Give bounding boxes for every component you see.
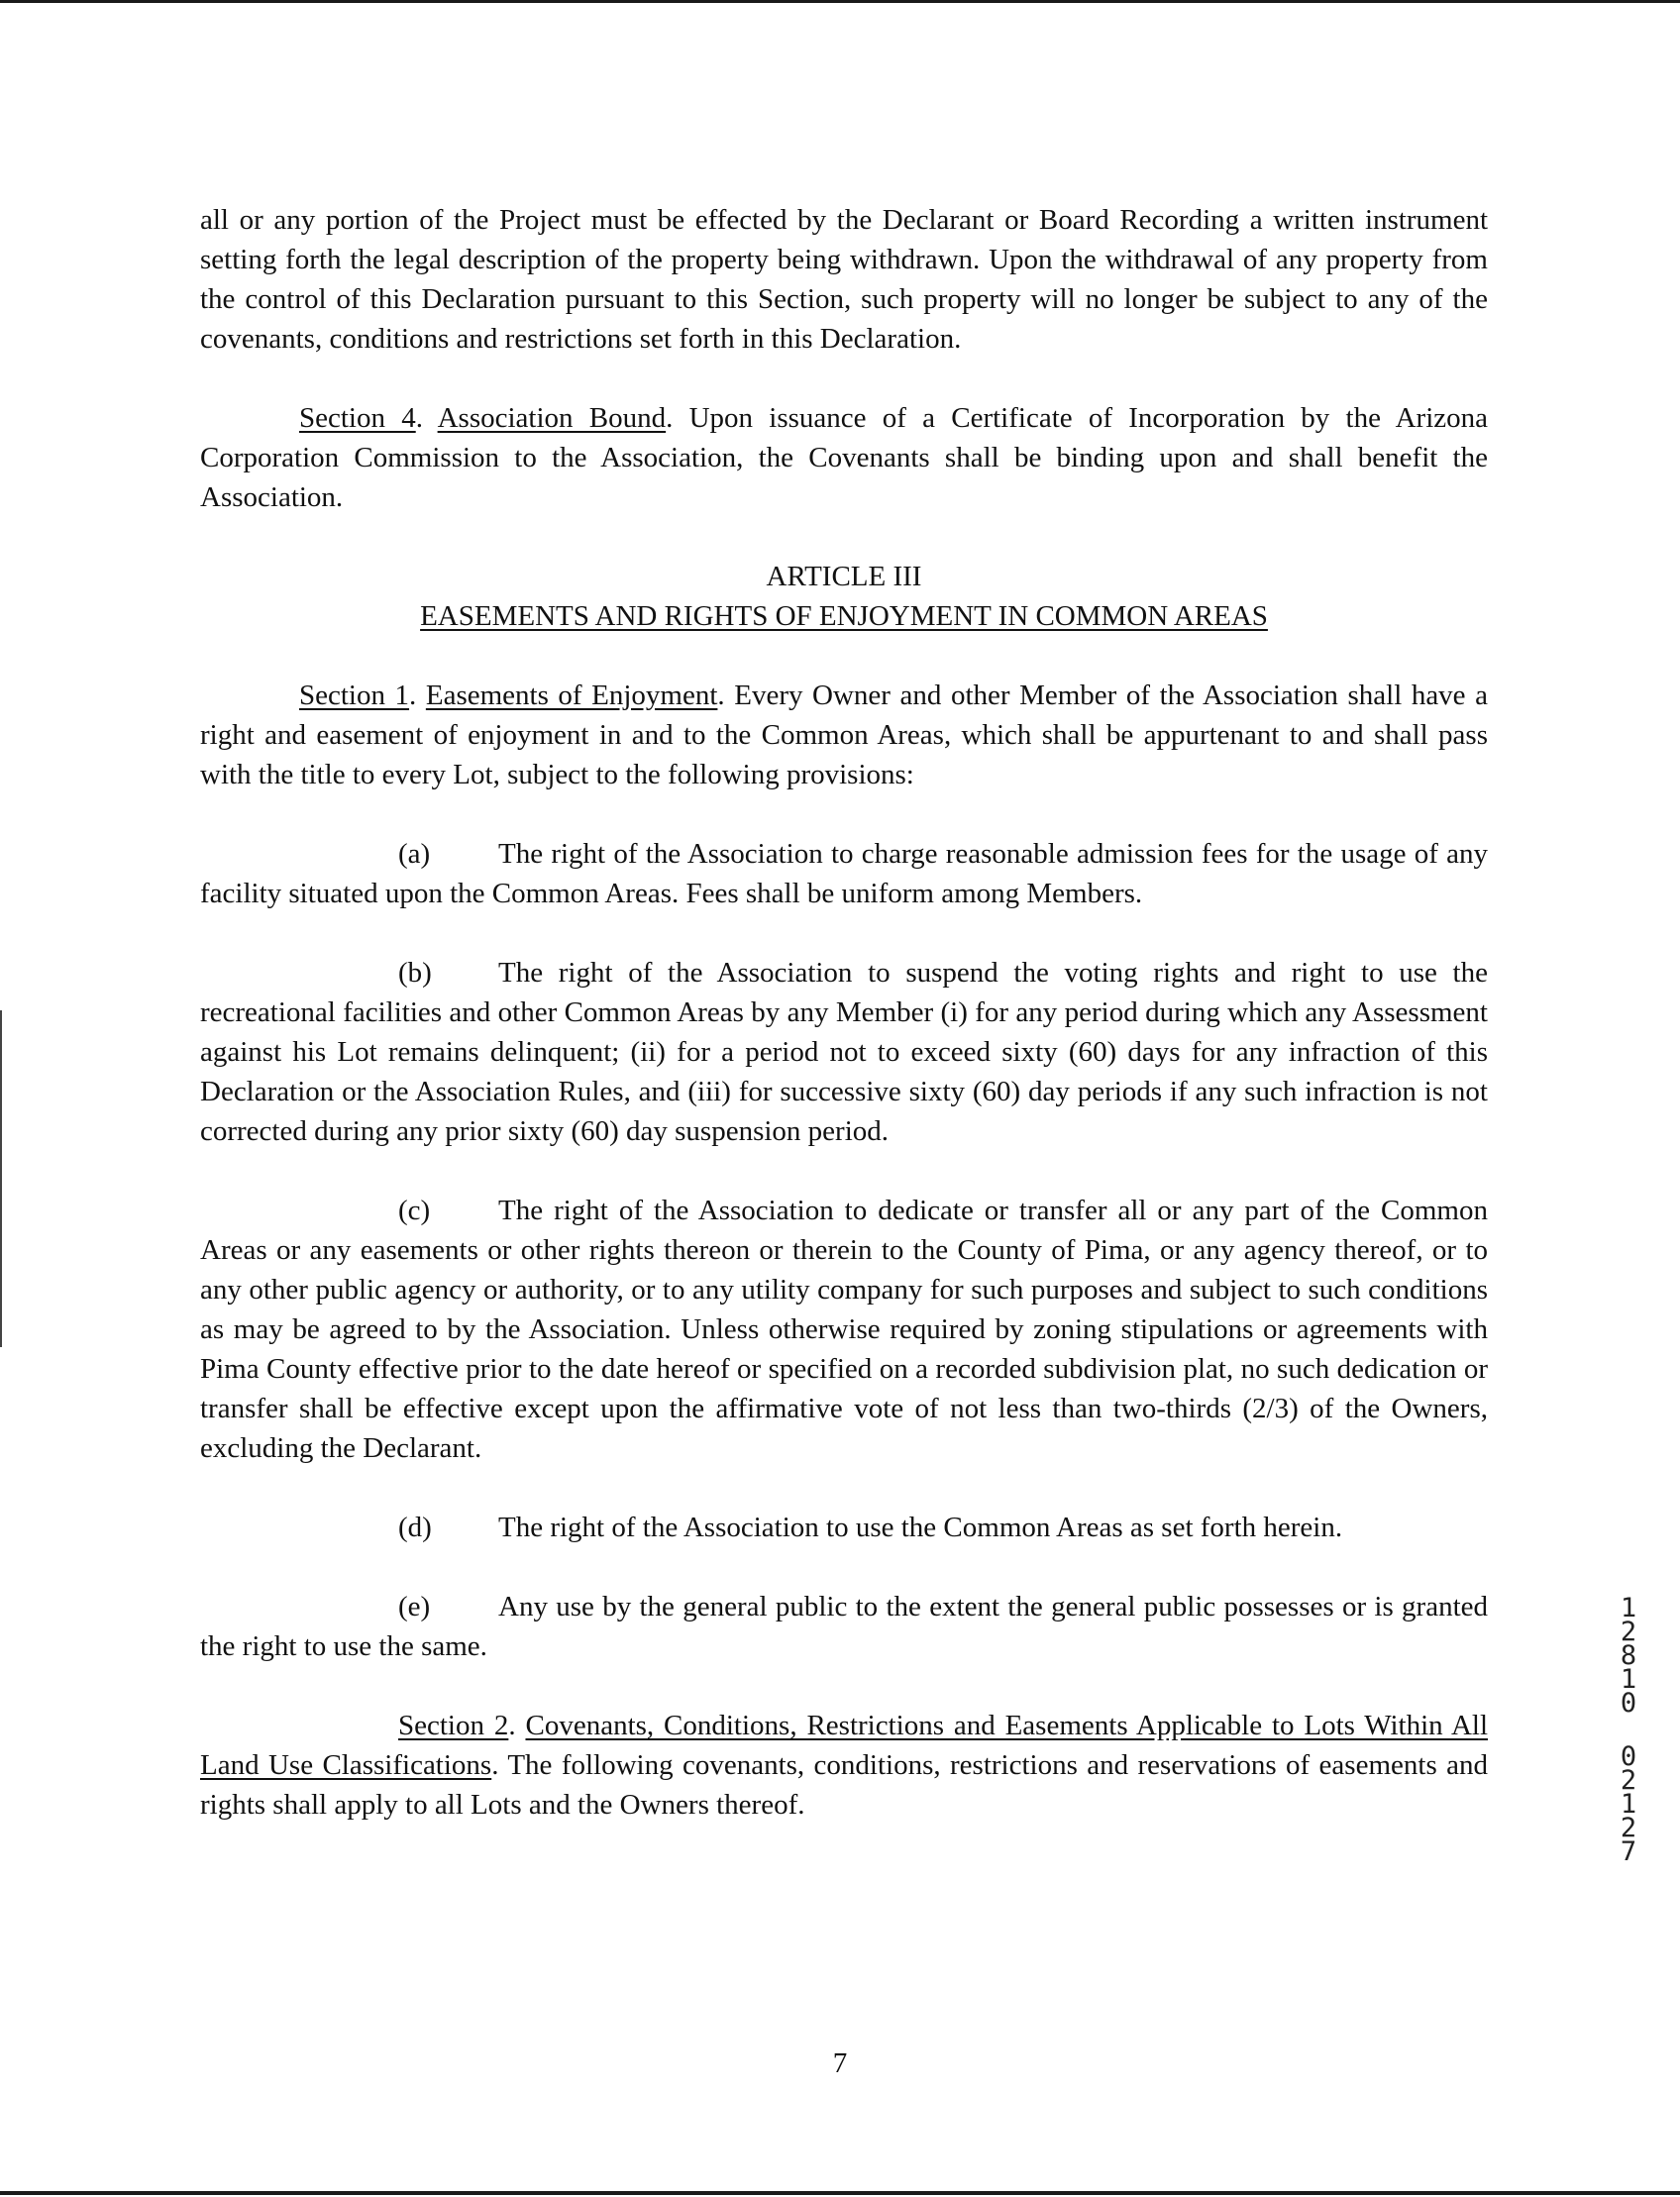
provision-c-label: (c) [398,1195,431,1226]
provision-b-text: The right of the Association to suspend the voting rights and right to use the recreational facilities and other Common Areas by any Member (i) for any period during which any Assessment against his Lot remains delinquent; (ii) for a period not to exceed sixty (60) days for any infraction of this Declaration or the Association Rules, and (iii) for successive sixty (60) day periods if any such infraction is not corrected during any prior sixty (60) day suspension period. [200,957,1488,1147]
page-top-edge [0,0,1680,3]
provision-e-label: (e) [398,1591,431,1622]
paragraph-spacer [200,1666,1488,1706]
section-1-number: Section 1 [299,680,410,711]
section-4-paragraph: Section 4. Association Bound. Upon issuance of a Certificate of Incorporation by the Arizona Corporation Commission to the Association, the Covenants shall be binding upon and shall benefit the Association. [200,402,1488,513]
section-1-title: Easements of Enjoyment [425,680,718,711]
stamp-digit: 0 [1620,1688,1637,1719]
page-left-edge [0,1010,2,1347]
section-4-number: Section 4 [299,402,416,434]
document-body [200,200,1488,1825]
stamp-digit: 1 [1620,1593,1637,1623]
stamp-digit: 1 [1620,1789,1637,1820]
stamp-digit: 2 [1620,1617,1637,1647]
provision-a-text: The right of the Association to charge reasonable admission fees for the usage of any facility situated upon the Common Areas. Fees shall be uniform among Members. [200,838,1488,909]
provision-d [200,1508,1488,1547]
paragraph-spacer [200,359,1488,398]
section-2-paragraph: Section 2. Covenants, Conditions, Restrictions and Easements Applicable to Lots Within All Land Use Classifications. The following covenants, conditions, restrictions and reservations of easements and rights shall apply to all Lots and the Owners thereof. [200,1710,1488,1821]
section-1-paragraph: Section 1. Easements of Enjoyment. Every Owner and other Member of the Association shall have a right and easement of enjoyment in and to the Common Areas, which shall be appurtenant to and shall pass with the title to every Lot, subject to the following provisions: [200,680,1488,790]
page-number: 7 [832,2047,848,2079]
stamp-page-number [1615,1741,1642,1867]
provision-b [200,953,1488,1151]
paragraph-spacer [200,913,1488,953]
stamp-digit: 2 [1620,1765,1637,1796]
provision-a-label: (a) [398,838,431,870]
recording-stamp [1615,1593,1642,1867]
provision-d-label: (d) [398,1512,432,1543]
stamp-digit: 2 [1620,1813,1637,1843]
stamp-digit: 7 [1620,1836,1637,1867]
paragraph-spacer [200,1151,1488,1191]
section-1-body: Every Owner and other Member of the Association shall have a right and easement of enjoyment in and to the Common Areas, which shall be appurtenant to and shall pass with the title to every Lot, subject to the following provisions: [200,680,1488,790]
page-bottom-edge [0,2191,1680,2195]
stamp-digit: 8 [1620,1640,1637,1671]
provision-b-label: (b) [398,957,432,989]
provision-d-text: The right of the Association to use the Common Areas as set forth herein. [498,1512,1343,1543]
provision-a [200,834,1488,913]
paragraph-spacer [200,517,1488,557]
provision-c-text: The right of the Association to dedicate or transfer all or any part of the Common Areas or any easements or other rights thereon or therein to the County of Pima, or any agency thereof, or to any other public agency or authority, or to any utility company for such purposes and subject to such conditions as may be agreed to by the Association. Unless otherwise required by zoning stipulations or agreements with Pima County effective prior to the date hereof or specified on a recorded subdivision plat, no such dedication or transfer shall be effective except upon the affirmative vote of not less than two-thirds (2/3) of the Owners, excluding the Declarant. [200,1195,1488,1464]
stamp-digit: 0 [1620,1741,1637,1772]
section-2-number: Section 2 [398,1710,509,1741]
section-4-body: Upon issuance of a Certificate of Incorporation by the Arizona Corporation Commission to the Association, the Covenants shall be binding upon and shall benefit the Association. [200,402,1488,513]
stamp-digit: 1 [1620,1664,1637,1695]
section-4-title: Association Bound [437,402,667,434]
paragraph-spacer [200,1468,1488,1508]
article-title: EASEMENTS AND RIGHTS OF ENJOYMENT IN COMMON AREAS [420,600,1268,632]
provision-c [200,1191,1488,1468]
provision-e [200,1587,1488,1666]
stamp-docket-number [1615,1593,1642,1719]
article-title-line [200,596,1488,636]
paragraph-spacer [200,794,1488,834]
continuation-paragraph: all or any portion of the Project must be effected by the Declarant or Board Recording a written instrument setting forth the legal description of the property being withdrawn. Upon the withdrawal of any property from the control of this Declaration pursuant to this Section, such property will no longer be subject to any of the covenants, conditions and restrictions set forth in this Declaration. [200,204,1488,355]
paragraph-spacer [200,1547,1488,1587]
paragraph-spacer [200,636,1488,676]
provision-e-text: Any use by the general public to the extent the general public possesses or is granted the right to use the same. [200,1591,1488,1662]
article-heading: ARTICLE III [766,561,922,592]
section-2-title: Covenants, Conditions, Restrictions and Easements Applicable to Lots Within All Land Use Classifications [200,1710,1488,1781]
section-2-body: The following covenants, conditions, restrictions and reservations of easements and rights shall apply to all Lots and the Owners thereof. [200,1749,1488,1821]
